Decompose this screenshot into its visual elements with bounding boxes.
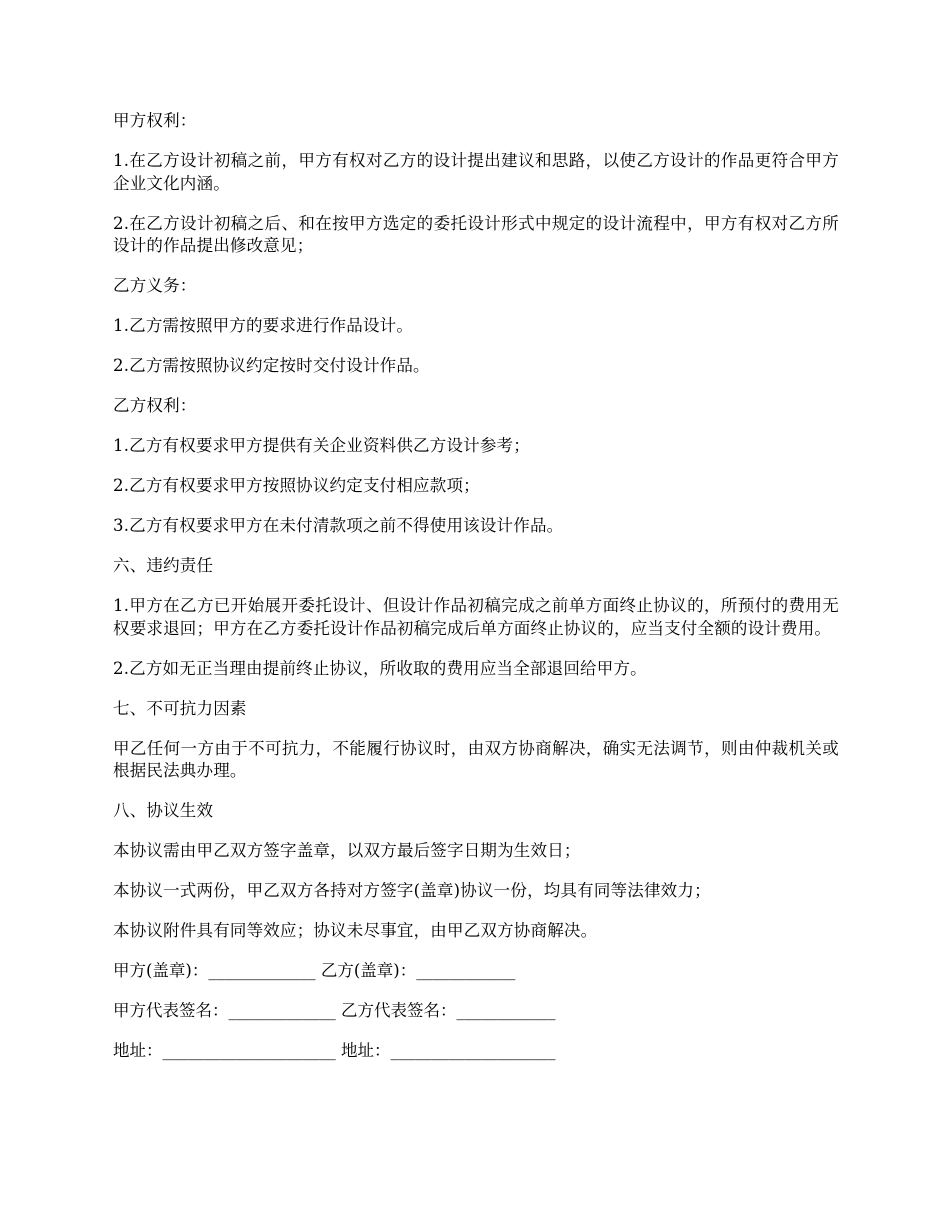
party-a-rights-item-2: 2.在乙方设计初稿之后、和在按甲方选定的委托设计形式中规定的设计流程中，甲方有权对乙方所设计的作品提出修改意见； [113, 213, 839, 255]
party-b-obligations-heading: 乙方义务： [113, 276, 197, 295]
party-b-rights-item-3: 3.乙方有权要求甲方在未付清款项之前不得使用该设计作品。 [113, 516, 564, 535]
section-8-item-1: 本协议需由甲乙双方签字盖章，以双方最后签字日期为生效日； [113, 841, 581, 860]
party-b-rights-item-2: 2.乙方有权要求甲方按照协议约定支付相应款项； [113, 476, 480, 495]
address-line: 地址：_____________________ 地址：____________________ [113, 1041, 556, 1060]
party-b-rights-item-1: 1.乙方有权要求甲方提供有关企业资料供乙方设计参考； [113, 436, 530, 455]
section-7-text: 甲乙任何一方由于不可抗力，不能履行协议时，由双方协商解决，确实无法调节，则由仲裁机关或根据民法典办理。 [113, 738, 839, 780]
section-8-heading: 八、协议生效 [113, 801, 214, 820]
section-7-heading: 七、不可抗力因素 [113, 698, 247, 718]
representative-signature-line: 甲方代表签名：_____________ 乙方代表签名：____________ [113, 1001, 556, 1020]
section-6-heading: 六、违约责任 [113, 556, 214, 575]
party-b-obligations-item-1: 1.乙方需按照甲方的要求进行作品设计。 [113, 316, 414, 335]
section-8-item-2: 本协议一式两份，甲乙双方各持对方签字(盖章)协议一份，均具有同等法律效力； [113, 881, 711, 900]
section-8-item-3: 本协议附件具有同等效应；协议未尽事宜，由甲乙双方协商解决。 [113, 921, 598, 940]
party-a-rights-item-1: 1.在乙方设计初稿之前，甲方有权对乙方的设计提出建议和思路，以使乙方设计的作品更符合甲方企业文化内涵。 [113, 151, 839, 193]
section-6-item-1: 1.甲方在乙方已开始展开委托设计、但设计作品初稿完成之前单方面终止协议的，所预付的费用无权要求退回；甲方在乙方委托设计作品初稿完成后单方面终止协议的，应当支付全额的设计费用。 [113, 596, 839, 638]
party-b-obligations-item-2: 2.乙方需按照协议约定按时交付设计作品。 [113, 356, 430, 375]
party-a-rights-heading: 甲方权利： [113, 111, 197, 130]
document-page [113, 110, 839, 1080]
seal-signature-line: 甲方(盖章)：_____________ 乙方(盖章)：____________ [113, 961, 516, 980]
party-b-rights-heading: 乙方权利： [113, 396, 197, 415]
section-6-item-2: 2.乙方如无正当理由提前终止协议，所收取的费用应当全部退回给甲方。 [113, 658, 647, 678]
